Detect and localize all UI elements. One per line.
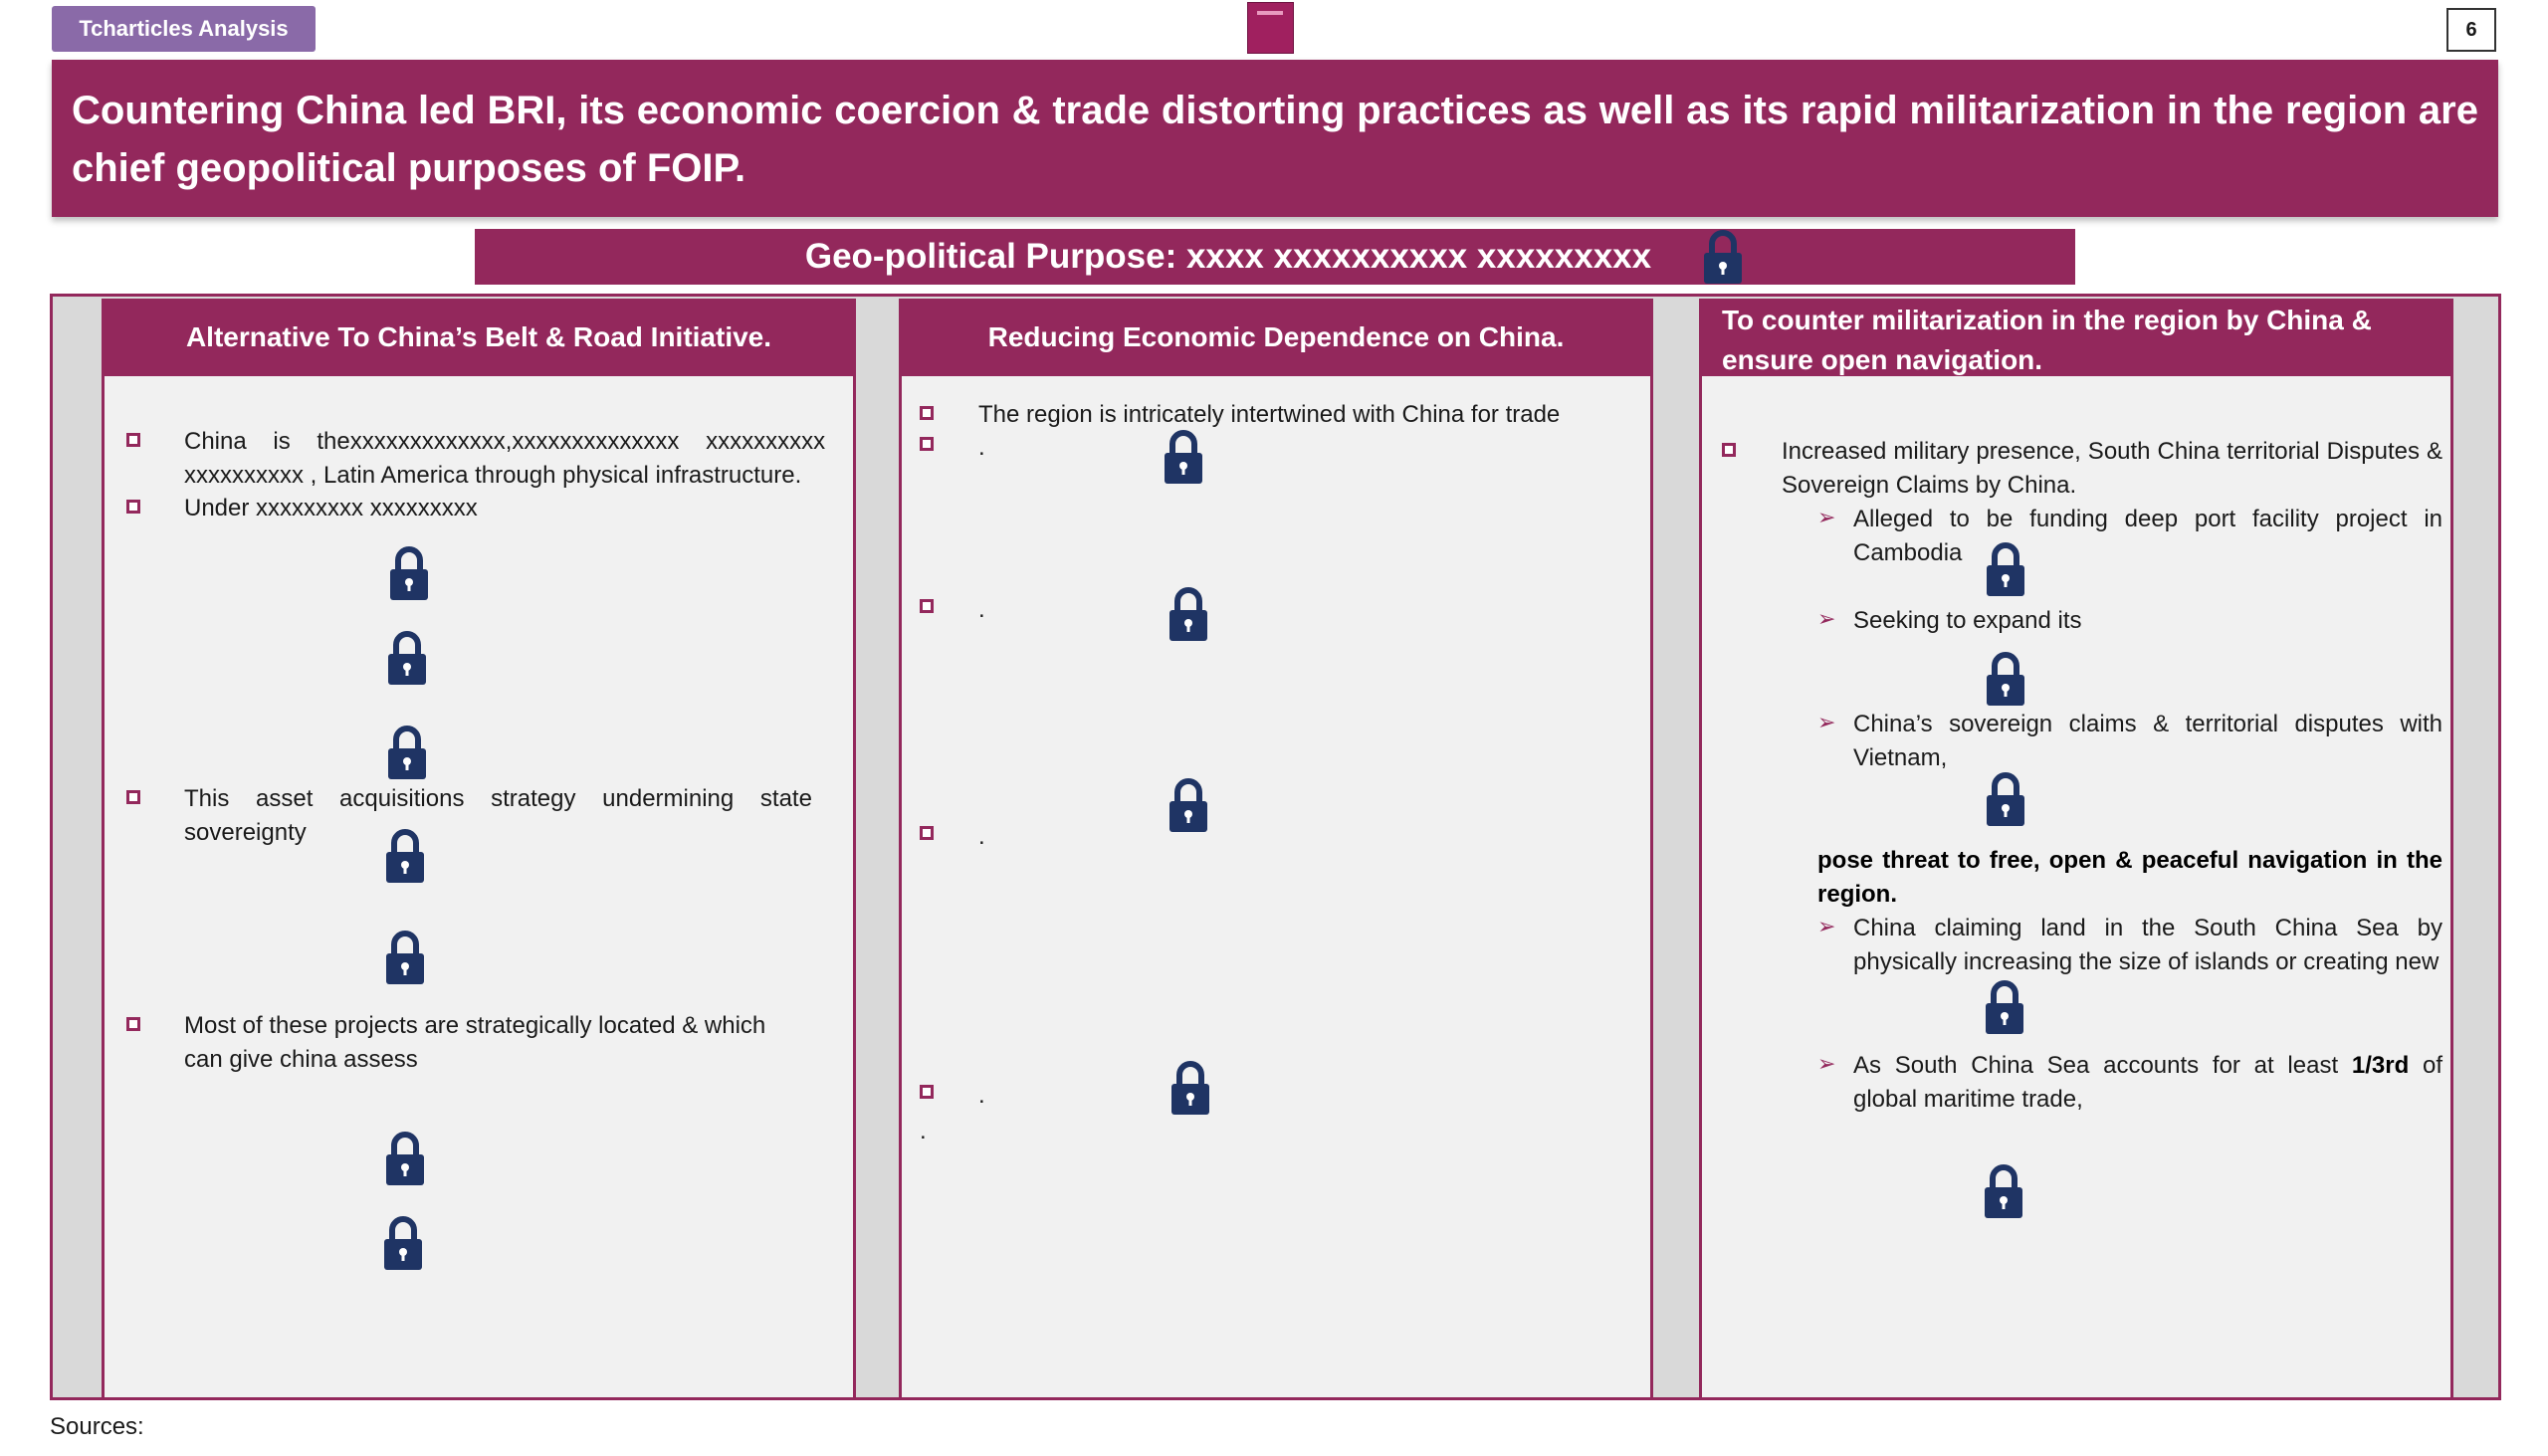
- checkbox-bullet: [126, 433, 140, 447]
- text-run: As South China Sea accounts for at least: [1853, 1052, 2352, 1079]
- sub-bullet-text: Seeking to expand its: [1853, 607, 2082, 634]
- padlock-icon: [1984, 770, 2027, 828]
- padlock-icon: [1162, 428, 1205, 486]
- purpose-banner: [475, 229, 2075, 285]
- bullet-text: Most of these projects are strategically located & which: [184, 1012, 766, 1039]
- padlock-icon: [381, 1214, 425, 1272]
- sub-bullet-text: China claiming land in the South China Sea by physically increasing the size of islands or creating new: [1853, 915, 2442, 975]
- emphasis-text: pose threat to free, open & peaceful navigation in the region.: [1817, 847, 2442, 908]
- padlock-icon: [1984, 650, 2027, 708]
- bullet-text: xxxxxxxxxx , Latin America through physical infrastructure.: [184, 462, 802, 489]
- page-number: 6: [2446, 8, 2496, 52]
- purpose-text: Geo-political Purpose: xxxx xxxxxxxxxx xxxxxxxxx: [804, 237, 1652, 276]
- padlock-icon: [383, 827, 427, 885]
- padlock-icon: [1983, 978, 2026, 1036]
- padlock-icon: [1984, 540, 2027, 598]
- text-run-bold: 1/3rd: [2351, 1052, 2410, 1079]
- arrow-bullet: ➢: [1817, 710, 1836, 734]
- checkbox-bullet: [1722, 443, 1736, 457]
- checkbox-bullet: [920, 826, 934, 840]
- bullet-text: .: [920, 1118, 927, 1144]
- sub-bullet-text: Alleged to be funding deep port facility project in Cambodia: [1853, 506, 2442, 566]
- text-run: of global maritime trade,: [1853, 1052, 2442, 1113]
- arrow-bullet: ➢: [1817, 1051, 1836, 1076]
- bullet-text: sovereignty: [184, 819, 307, 846]
- bullet-text: .: [978, 1082, 985, 1109]
- padlock-icon: [385, 724, 429, 781]
- padlock-icon: [383, 929, 427, 986]
- padlock-icon: [1701, 228, 1745, 286]
- sub-bullet-text: [1853, 1049, 2442, 1117]
- padlock-icon: [385, 629, 429, 687]
- padlock-icon: [1982, 1162, 2025, 1220]
- bullet-text: .: [978, 434, 985, 461]
- column-title: Alternative To China’s Belt & Road Initiative.: [105, 299, 853, 376]
- sub-bullet-text: China’s sovereign claims & territorial disputes with Vietnam,: [1853, 711, 2442, 771]
- arrow-bullet: ➢: [1817, 914, 1836, 938]
- checkbox-bullet: [920, 1085, 934, 1099]
- checkbox-bullet: [920, 599, 934, 613]
- padlock-icon: [1167, 776, 1210, 834]
- padlock-icon: [383, 1130, 427, 1187]
- checkbox-bullet: [126, 500, 140, 514]
- checkbox-bullet: [126, 790, 140, 804]
- arrow-bullet: ➢: [1817, 606, 1836, 631]
- bullet-text: can give china assess: [184, 1046, 418, 1073]
- padlock-icon: [387, 544, 431, 602]
- column-economic-dependence: [899, 299, 1653, 1397]
- column-militarization: [1699, 299, 2453, 1397]
- sources-label: Sources:: [50, 1413, 144, 1440]
- brand-tag: Tcharticles Analysis: [52, 6, 316, 52]
- padlock-icon: [1168, 1059, 1212, 1117]
- column-title: Reducing Economic Dependence on China.: [902, 299, 1650, 376]
- bullet-text: This asset acquisitions strategy undermining state: [184, 785, 812, 812]
- padlock-icon: [1167, 585, 1210, 643]
- bullet-text: The region is intricately intertwined with China for trade: [978, 401, 1561, 428]
- column-title: To counter militarization in the region by China & ensure open navigation.: [1702, 299, 2450, 376]
- bullet-text: .: [978, 823, 985, 850]
- bullet-text: .: [978, 596, 985, 623]
- bullet-text: Increased military presence, South China territorial Disputes & Sovereign Claims by China.: [1782, 438, 2442, 499]
- checkbox-bullet: [920, 437, 934, 451]
- arrow-bullet: ➢: [1817, 505, 1836, 529]
- checkbox-bullet: [126, 1017, 140, 1031]
- column-bri-alternative: [102, 299, 856, 1397]
- page-title: Countering China led BRI, its economic coercion & trade distorting practices as well as its rapid militarization in the region are chief geopolitical purposes of FOIP.: [52, 60, 2498, 217]
- logo: [1247, 2, 1294, 54]
- checkbox-bullet: [920, 406, 934, 420]
- bullet-text: Under xxxxxxxxx xxxxxxxxx: [184, 495, 478, 521]
- bullet-text: China is thexxxxxxxxxxxxx,xxxxxxxxxxxxxx xxxxxxxxxx: [184, 428, 826, 455]
